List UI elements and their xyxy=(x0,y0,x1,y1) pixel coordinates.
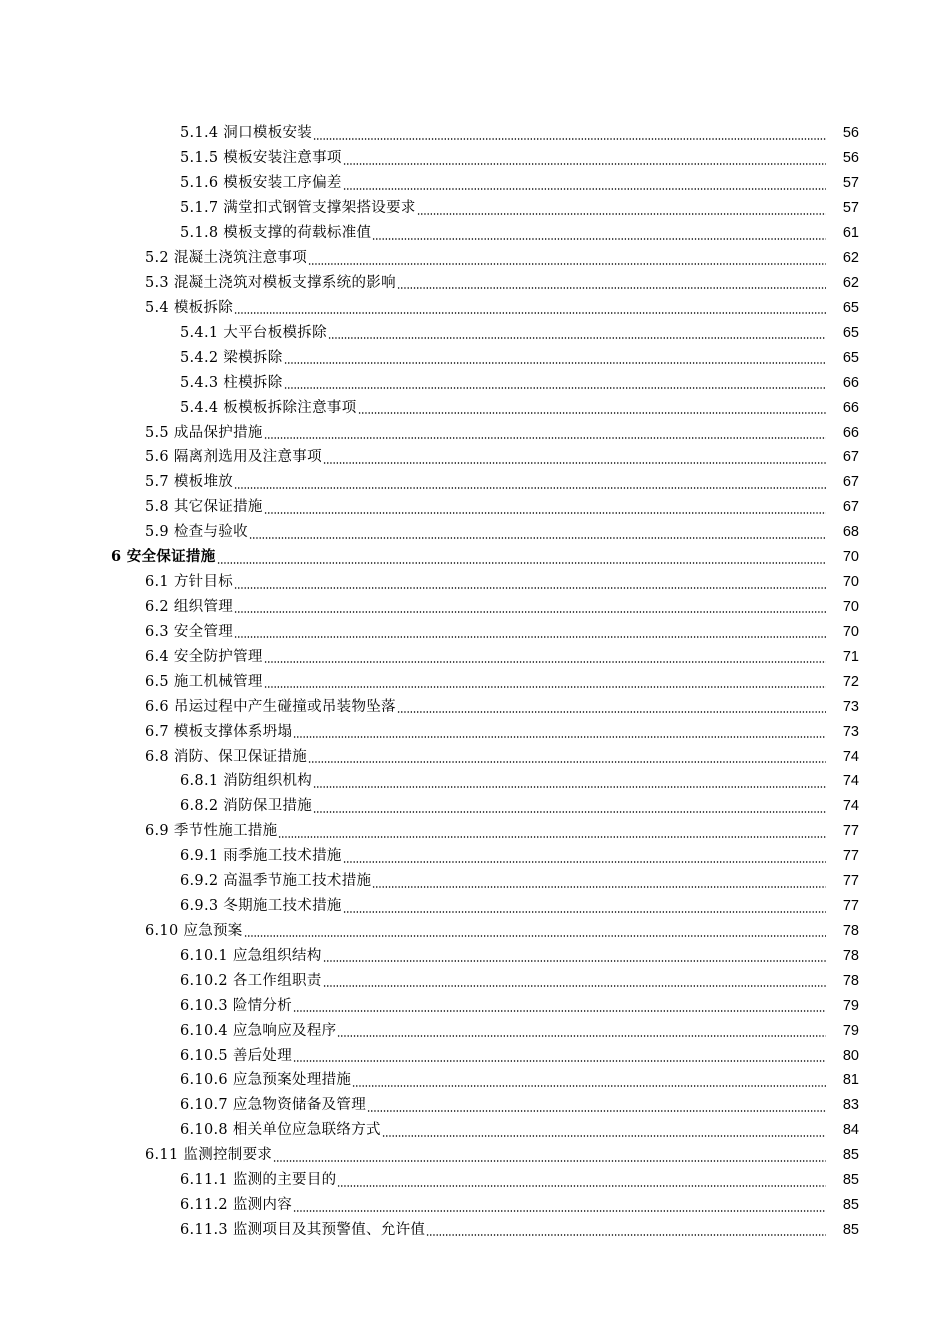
toc-entry[interactable] xyxy=(0,295,950,320)
toc-entry[interactable] xyxy=(0,320,950,345)
toc-entry-title: 6.6 吊运过程中产生碰撞或吊装物坠落 xyxy=(145,698,396,715)
toc-entry-page-number: 70 xyxy=(842,574,859,591)
toc-entry[interactable] xyxy=(0,1168,950,1193)
toc-entry-title: 6 安全保证措施 xyxy=(111,548,216,566)
toc-entry-title: 6.10.5 善后处理 xyxy=(180,1047,293,1064)
dot-leader xyxy=(284,387,826,389)
toc-entry[interactable] xyxy=(0,644,950,669)
toc-entry-title: 6.10.6 应急预案处理措施 xyxy=(180,1072,352,1089)
dot-leader xyxy=(343,861,826,863)
toc-entry-page-number: 74 xyxy=(842,748,859,765)
dot-leader xyxy=(244,935,826,937)
dot-leader xyxy=(313,138,826,140)
toc-entry[interactable] xyxy=(0,968,950,993)
toc-entry-title: 6.10.4 应急响应及程序 xyxy=(180,1022,337,1039)
toc-entry-title: 5.4.2 梁模拆除 xyxy=(180,349,283,366)
toc-entry-page-number: 74 xyxy=(842,798,859,815)
toc-entry[interactable] xyxy=(0,570,950,595)
toc-entry-page-number: 70 xyxy=(842,623,859,640)
toc-entry[interactable] xyxy=(0,993,950,1018)
dot-leader xyxy=(264,437,826,439)
dot-leader xyxy=(234,312,826,314)
toc-entry-title: 5.1.8 模板支撑的荷载标准值 xyxy=(180,225,372,242)
toc-entry-page-number: 73 xyxy=(842,698,859,715)
dot-leader xyxy=(284,362,826,364)
toc-entry-page-number: 77 xyxy=(842,873,859,890)
toc-entry-page-number: 83 xyxy=(842,1097,859,1114)
toc-entry-page-number: 80 xyxy=(842,1047,859,1064)
toc-entry-title: 6.8.2 消防保卫措施 xyxy=(180,798,313,815)
toc-entry-title: 6.9.2 高温季节施工技术措施 xyxy=(180,873,372,890)
toc-entry-page-number: 77 xyxy=(842,898,859,915)
dot-leader xyxy=(397,711,826,713)
toc-entry[interactable] xyxy=(0,943,950,968)
toc-entry-title: 5.4 模板拆除 xyxy=(145,299,234,316)
toc-entry-page-number: 78 xyxy=(842,947,859,964)
toc-entry-title: 6.7 模板支撑体系坍塌 xyxy=(145,723,293,740)
toc-entry-title: 6.9.1 雨季施工技术措施 xyxy=(180,848,342,865)
toc-entry-title: 6.10.3 险情分析 xyxy=(180,997,293,1014)
toc-entry-page-number: 84 xyxy=(842,1122,859,1139)
toc-entry-title: 5.9 检查与验收 xyxy=(145,524,248,541)
toc-entry-title: 6.4 安全防护管理 xyxy=(145,648,263,665)
toc-entry[interactable] xyxy=(0,370,950,395)
dot-leader xyxy=(337,1035,826,1037)
toc-entry[interactable] xyxy=(0,395,950,420)
toc-entry[interactable] xyxy=(0,844,950,869)
dot-leader xyxy=(264,512,826,514)
toc-entry[interactable] xyxy=(0,869,950,894)
toc-entry[interactable] xyxy=(0,1218,950,1243)
toc-entry-page-number: 56 xyxy=(842,150,859,167)
toc-entry-page-number: 68 xyxy=(842,524,859,541)
dot-leader xyxy=(417,213,826,215)
toc-entry[interactable] xyxy=(0,1118,950,1143)
dot-leader xyxy=(249,537,826,539)
toc-entry-title: 6.10.7 应急物资储备及管理 xyxy=(180,1097,367,1114)
toc-entry-page-number: 62 xyxy=(842,274,859,291)
toc-entry-title: 5.1.5 模板安装注意事项 xyxy=(180,150,342,167)
toc-entry-page-number: 85 xyxy=(842,1222,859,1239)
toc-entry[interactable] xyxy=(0,520,950,545)
toc-entry[interactable] xyxy=(0,894,950,919)
dot-leader xyxy=(337,1185,826,1187)
dot-leader xyxy=(234,611,826,613)
toc-entry[interactable] xyxy=(0,919,950,944)
toc-entry-page-number: 65 xyxy=(842,324,859,341)
toc-entry-title: 5.6 隔离剂选用及注意事项 xyxy=(145,449,322,466)
toc-entry[interactable] xyxy=(0,271,950,296)
dot-leader xyxy=(264,661,826,663)
dot-leader xyxy=(273,1160,826,1162)
dot-leader xyxy=(293,736,826,738)
toc-entry[interactable] xyxy=(0,1068,950,1093)
toc-entry[interactable] xyxy=(0,1143,950,1168)
toc-entry-title: 5.4.1 大平台板模拆除 xyxy=(180,324,327,341)
dot-leader xyxy=(308,761,826,763)
toc-entry-page-number: 79 xyxy=(842,997,859,1014)
toc-entry-page-number: 77 xyxy=(842,848,859,865)
toc-entry-title: 6.8 消防、保卫保证措施 xyxy=(145,748,308,765)
toc-entry-page-number: 57 xyxy=(842,200,859,217)
toc-entry-title: 6.11 监测控制要求 xyxy=(145,1147,273,1164)
dot-leader xyxy=(234,636,826,638)
toc-entry-title: 6.9.3 冬期施工技术措施 xyxy=(180,898,342,915)
toc-entry-title: 5.1.6 模板安装工序偏差 xyxy=(180,175,342,192)
dot-leader xyxy=(426,1234,826,1236)
toc-entry-title: 6.1 方针目标 xyxy=(145,574,234,591)
dot-leader xyxy=(397,287,826,289)
toc-entry[interactable] xyxy=(0,221,950,246)
toc-entry-page-number: 66 xyxy=(842,424,859,441)
dot-leader xyxy=(313,811,826,813)
toc-entry-page-number: 77 xyxy=(842,823,859,840)
dot-leader xyxy=(323,985,826,987)
toc-entry-title: 6.10.2 各工作组职责 xyxy=(180,972,322,989)
toc-entry-page-number: 66 xyxy=(842,399,859,416)
toc-entry-title: 6.11.1 监测的主要目的 xyxy=(180,1172,337,1189)
toc-entry[interactable] xyxy=(0,146,950,171)
toc-entry-page-number: 56 xyxy=(842,125,859,142)
dot-leader xyxy=(382,1135,826,1137)
toc-entry-page-number: 85 xyxy=(842,1147,859,1164)
toc-entry[interactable] xyxy=(0,1193,950,1218)
toc-entry[interactable] xyxy=(0,694,950,719)
toc-entry-title: 6.9 季节性施工措施 xyxy=(145,823,278,840)
toc-entry[interactable] xyxy=(0,595,950,620)
toc-entry-title: 6.10.8 相关单位应急联络方式 xyxy=(180,1122,381,1139)
toc-entry-title: 6.2 组织管理 xyxy=(145,598,234,615)
toc-entry-title: 5.1.7 满堂扣式钢管支撑架搭设要求 xyxy=(180,200,416,217)
toc-entry-title: 5.4.4 板模板拆除注意事项 xyxy=(180,399,357,416)
toc-entry-title: 5.7 模板堆放 xyxy=(145,474,234,491)
toc-entry[interactable] xyxy=(0,794,950,819)
dot-leader xyxy=(293,1060,826,1062)
toc-entry-page-number: 72 xyxy=(842,673,859,690)
dot-leader xyxy=(328,337,826,339)
toc-entry[interactable] xyxy=(0,470,950,495)
toc-entry-page-number: 78 xyxy=(842,922,859,939)
toc-entry-page-number: 65 xyxy=(842,349,859,366)
toc-entry-page-number: 71 xyxy=(842,648,859,665)
dot-leader xyxy=(234,587,826,589)
toc-entry[interactable] xyxy=(0,1043,950,1068)
toc-entry[interactable] xyxy=(0,669,950,694)
dot-leader xyxy=(343,911,826,913)
toc-entry-page-number: 81 xyxy=(842,1072,859,1089)
toc-entry[interactable] xyxy=(0,495,950,520)
toc-entry-title: 6.5 施工机械管理 xyxy=(145,673,263,690)
toc-entry-page-number: 67 xyxy=(842,474,859,491)
toc-entry-page-number: 65 xyxy=(842,299,859,316)
toc-entry-page-number: 78 xyxy=(842,972,859,989)
toc-entry-page-number: 62 xyxy=(842,250,859,267)
toc-entry[interactable] xyxy=(0,819,950,844)
toc-entry-title: 5.1.4 洞口模板安装 xyxy=(180,125,313,142)
dot-leader xyxy=(372,886,826,888)
toc-entry[interactable] xyxy=(0,121,950,146)
toc-entry[interactable] xyxy=(0,769,950,794)
toc-entry[interactable] xyxy=(0,196,950,221)
dot-leader xyxy=(352,1085,826,1087)
dot-leader xyxy=(343,188,826,190)
toc-entry-page-number: 57 xyxy=(842,175,859,192)
dot-leader xyxy=(278,836,826,838)
dot-leader xyxy=(372,238,826,240)
toc-entry-page-number: 70 xyxy=(842,549,859,566)
toc-entry-title: 5.5 成品保护措施 xyxy=(145,424,263,441)
toc-entry-title: 6.10 应急预案 xyxy=(145,922,243,939)
toc-entry-page-number: 85 xyxy=(842,1197,859,1214)
dot-leader xyxy=(323,960,826,962)
toc-entry-page-number: 70 xyxy=(842,598,859,615)
toc-entry-page-number: 67 xyxy=(842,449,859,466)
toc-entry-page-number: 79 xyxy=(842,1022,859,1039)
toc-entry[interactable] xyxy=(0,545,950,570)
toc-entry[interactable] xyxy=(0,619,950,644)
toc-entry[interactable] xyxy=(0,246,950,271)
toc-entry-title: 6.3 安全管理 xyxy=(145,623,234,640)
toc-entry-title: 6.10.1 应急组织结构 xyxy=(180,947,322,964)
toc-entry-title: 5.4.3 柱模拆除 xyxy=(180,374,283,391)
dot-leader xyxy=(293,1010,826,1012)
table-of-contents xyxy=(0,121,950,1242)
dot-leader xyxy=(367,1110,826,1112)
dot-leader xyxy=(264,686,826,688)
toc-entry-title: 6.11.3 监测项目及其预警值、允许值 xyxy=(180,1222,426,1239)
dot-leader xyxy=(308,263,826,265)
dot-leader xyxy=(343,163,826,165)
dot-leader xyxy=(313,786,826,788)
dot-leader xyxy=(234,487,826,489)
toc-entry-page-number: 61 xyxy=(842,225,859,242)
toc-entry-page-number: 73 xyxy=(842,723,859,740)
toc-entry[interactable] xyxy=(0,420,950,445)
toc-entry-title: 5.3 混凝土浇筑对模板支撑系统的影响 xyxy=(145,274,396,291)
toc-entry-page-number: 85 xyxy=(842,1172,859,1189)
toc-entry[interactable] xyxy=(0,1018,950,1043)
toc-entry[interactable] xyxy=(0,1093,950,1118)
toc-entry-page-number: 67 xyxy=(842,499,859,516)
dot-leader xyxy=(217,562,826,564)
dot-leader xyxy=(293,1210,826,1212)
dot-leader xyxy=(323,462,826,464)
toc-entry[interactable] xyxy=(0,744,950,769)
toc-entry-title: 5.8 其它保证措施 xyxy=(145,499,263,516)
toc-entry-title: 6.8.1 消防组织机构 xyxy=(180,773,313,790)
toc-entry[interactable] xyxy=(0,445,950,470)
toc-entry[interactable] xyxy=(0,171,950,196)
toc-entry-title: 5.2 混凝土浇筑注意事项 xyxy=(145,250,308,267)
dot-leader xyxy=(358,412,826,414)
toc-entry-page-number: 74 xyxy=(842,773,859,790)
toc-entry[interactable] xyxy=(0,345,950,370)
toc-entry-page-number: 66 xyxy=(842,374,859,391)
toc-entry[interactable] xyxy=(0,719,950,744)
toc-entry-title: 6.11.2 监测内容 xyxy=(180,1197,293,1214)
